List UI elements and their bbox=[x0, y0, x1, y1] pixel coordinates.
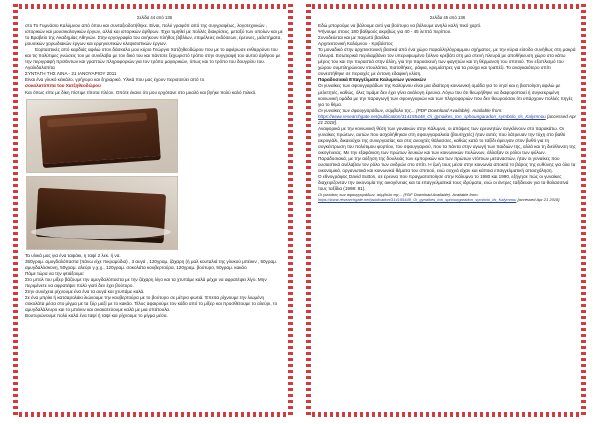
citation-1-accessed: [accessed Apr 21 2018]. bbox=[318, 113, 577, 125]
citation-2 bbox=[318, 192, 577, 202]
serving-note: Συνοδεύεται και με παγωτό βανίλια. bbox=[318, 35, 391, 41]
decorative-border-right bbox=[288, 4, 293, 417]
section-title: Παραδοσιακά Επαγγέλματα Καλυμνίων γυναικών bbox=[318, 77, 427, 83]
women-paragraph-3: Παραδοσιακά, με την αύξηση της δουλειάς των εμπορικών και των πρώτων ντόπιων μεταναστών, ήταν οι γυναίκες που ουσιαστικά ανέλαβαν τον ρόλο των ανδρών στο σπίτι. Η ζωή τους μέσα στην κοινωνία αποκτά το βάρος της ευθύνης για όλα τα οικονομικά, οργανωτικά και κοινωνικά θέματα του σπιτιού, ενώ συχνά είχαν και κάποια επαγγελματική απασχόληση. bbox=[318, 156, 576, 174]
citation-2-accessed: [accessed Apr 21 2018]. bbox=[517, 197, 561, 203]
citation-2-text: Οι γυναίκες των σφουγγαράδων, σύμβολο της... (PDF Download Available). Available from: bbox=[318, 192, 479, 198]
citation-2-link[interactable]: https://www.researchgate.net/publication/314155448_Oi_gynaikes_ton_sphoungaradon_symbolo_tis_Kalymnou bbox=[318, 197, 517, 203]
left-page bbox=[13, 4, 293, 417]
left-page-content bbox=[25, 15, 284, 408]
method-step-1: Στο μπολ του μίξερ βάζουμε την αμυγδαλόπαστα με την ζάχαρη λίγο και τα χτυπάμε καλά μέχρι να αφρατέψει λίγο. Μην περιμένετε να αφρατέψει πολύ γιατί δεν έχει βούτυρο. bbox=[25, 276, 267, 288]
decorative-border-bottom bbox=[306, 412, 586, 417]
decorative-border-bottom bbox=[13, 412, 293, 417]
plate bbox=[31, 225, 171, 239]
ingredients-heading: Τα υλικά μας για ένα ταψάκι, η ταψί 2 λεκ. ή να. bbox=[25, 252, 121, 258]
citation-1-link[interactable]: https://www.researchgate.net/publication/314155448_Oi_gynaikes_ton_sphoungaradon_symbolo_tis_Kalymnou bbox=[318, 113, 546, 119]
cake-photo-bottom bbox=[26, 176, 178, 250]
cake-photo-top bbox=[26, 99, 178, 173]
baking-note: Εδώ μπορούμε να βάλουμε αντί για βούτυρο να βάλουμε ανηλύ καλή πικό χαρτί. bbox=[318, 23, 482, 28]
recipe-title-text: σοκολατόπιτα του Χατζηθεοδώρου bbox=[25, 83, 101, 89]
method-step-3: Σε ένα μπρίκι ή κατσαρολάκι λιώνουμε την κουβερτούρα με το βούτυρο σε μέτριο φωτιά. Έπειτα ρίχνουμε την λιωμένη σοκολάτα μέσα στο μίγμα με τα ξύρ μαζί με το κακάο. Τέλος αφαιρούμε τον κάδο από το μίξερ και προσθέτουμε το αλεύρι, το αμυγδαλάλευρο και το μπέικιν και ανακατεύουμε καλά με μια σπάτουλα. bbox=[25, 294, 278, 312]
women-paragraph-4: Ο εθνογράφος David Sutton, σε έρευνα που πραγματοποίησε στην Κάλυμνο το 1980 και 1990, εξήγησε πώς οι γυναίκες διαχειρίζονταν την οικονομία της οικογένειας και τα επαγγελματικά τους ιδρύματα, ενώ οι άντρες ταξίδευαν για τα θαλασσινά τους ταξίδια (1998: 81). bbox=[318, 174, 569, 192]
intro-paragraph: στο Το Γυμνάσιο Καλύμνου από όπου και συνταξιοδοτήθηκε. Είναι, πολύ γραφόπ από της συγγραφέως, λογοτεχνικών , ιστορικών και μουσικολογικών έργων, αλλά και ιστορικών άρθρων. Έχει τιμηθεί με πολλές διακρίσεις, μεταξύ των οποίων και με το Βραβείο της Ακαδημίας Αθηνών. Στην εργογραφία του ανήκουν πλήθος βιβλίων, επιμέλειες εκδόσεων, έρευνες, μελετήματα, μουσικών χορωδιακών έργων και ερμηνευτικών κλεψισιστικών έργων. bbox=[25, 23, 283, 47]
ingredients-list: 350γραμ. αμυγδαλόπαστα (πάνω είχε πικραμύδια) , 3 αυγά , 120γραμ. ζάχαρη (ή μαλ κουταλιά της γλυκού μπέικιν , 50γραμ. αμυγδαλόσκονη, 50γραμ. αλεύρι γ.χ.χ., 120γραμ. σοκολάτα κουβερτούρα, 120γραμ. βούτυρο, 50γραμ. κακάο bbox=[25, 258, 278, 270]
architecture-paragraph: Το μοναδικό στην αρχιτεκτονική βασικά από ένα χώρο παραλληλόγραμμου σχήματος, με την κύρια είσοδο συνήθως στη μακρά πλευρά. Εσωτερικά περιλαμβάνει τον υπερυψωμένο ξύλινο κρεβάτι στη μια στενή πλευρά με αποθήκευση χώρο στο κάτω μέρος του και την πυραστιά στην άλλη, για την παρασκευή των φαγητών και τη θέρμανση του σπιτιού. Τον εξοπλισμό του χώρου συμπληρώνουν ντουλάπια, πιατοθήκες, ράφια, κρεμάστρες για τα ρούχα και τραπέζι. Το αναγκαιότερο σπίτι συνεστήθηκε σε περιοχές με έντονη εδαφική κλίση. bbox=[318, 47, 576, 77]
decorative-border-left bbox=[306, 4, 311, 417]
page-number: Σελίδα 45 από 138 bbox=[429, 15, 465, 20]
decorative-border-top bbox=[13, 4, 293, 9]
method-step-2: Στην συνέχεια ρίχνουμε ένα ένα τα αυγά και χτυπάμε καλά. bbox=[25, 288, 145, 294]
women-paragraph-1: Οι γυναίκες των σφουγγαράδων της Καλύμνου είναι μια ιδιαίτερη κοινωνική ομάδα για το νησί και η βιοποίηση αφιλώ με μελετητές, καθώς, όλες τιμάμε δεν έχει γίνει ανάλογη έρευνα. Λόγω του ότι θεωρήθηκε να διαφοροποιεί ή συγκεκριμένη κοινωνική ομάδα με την παραγωγή των σφουγγαριών και των πληροφοριών που δεν θεωρούσαν ότι υπάρχουν πολλές πηγές για το θέμα. bbox=[318, 83, 573, 107]
decorative-border-top bbox=[306, 4, 586, 9]
dedication-paragraph: Εορταστικές από καρδιάς αφιλώ στον δάσκαλο μου κύριο Γεώργιο Χατζηθεοδώρου που με το αφιέρωσε ενθαρρύνει του και τις πολύτιμες γνώσεις του με συνέλαβα με τον δικό του και πάντοτε ξεχωριστό τρόπο στην συγγραφή του αυτού άρθρου με την περιγραφή προϊόντων και γραπτών πληροφοριών για τον τρόπο μαγειρικών, όπως και το τρόπο του δουγρίου του. bbox=[25, 47, 281, 65]
recipe-name: Αγαλιδαλοπίτα bbox=[25, 65, 55, 71]
architecture-heading: Αρχιτεκτονική Καλύμνου - Κριβάστος bbox=[318, 41, 393, 47]
decorative-border-left bbox=[13, 4, 18, 417]
baking-time: Ψήνουμε στους 180 βαθμούς ακριβώς για 40 - 45 λεπτά περίπου. bbox=[318, 29, 452, 35]
method-heading: Πάμε τώρα να την φτιάξουμε: bbox=[25, 270, 85, 276]
page-number: Σελίδα 44 από 138 bbox=[136, 15, 172, 20]
women-paragraph-2: Αναφορικά με την κοινωνική θέση των γυναικών στην Κάλυμνο, οι απόψεις των ερευνητών συγκλίνουν στο παρακάτω. Οι γυναίκες πρώτων, αυτών που ασχολήθηκαν στη σφουγγαραλιεία (βουτηχτές) ήταν αυτές που λάτρευαν την τύχη στο βαθύ ακρογιάλι, δικαιούχοι της συνεργασίας και στις ανοιχτές θάλασσες, καθώς κατά το ταξίδι έφευγαν στον βυθό για τη συγκέντρωση του πολύτιμου φορτίου, του σφουγγαριού, που τα πάντα στην αγωγή των παιδιών της, αλλά και τη διεύθυνση της οικογένειας. Με την εξαφάνιση των πρώτων λευκών και των κοινωνικών πυλώνων, άλλαξαν οι ρόλοι των φύλων. bbox=[318, 125, 576, 155]
right-page bbox=[306, 4, 586, 417]
recipe-intro-text: Είναι ένα γλυκό κέικάλο, γρήγορο και ξηριαρικό. Υλικά που μας έχουν περισσεύει από το bbox=[25, 77, 205, 83]
recipe-source: ΣΥΝΤΑΓΗ ΤΗΣ ΛΙΝΑ - 21 ΙΑΝΟΥΑΡΙΟΥ 2011 bbox=[25, 71, 117, 77]
decorative-border-right bbox=[581, 4, 586, 417]
citation-1-text: Οι γυναίκες των σφουγγαράδων, σύμβολο της... (PDF Download Available). Available from: bbox=[318, 107, 503, 113]
right-page-content bbox=[318, 15, 577, 408]
method-step-4: Βουτυρώνουμε πολύ καλά ένα ταψί ή ταψί και ρίχνουμε το μίγμα μέσα. bbox=[25, 313, 168, 319]
recipe-story: Και όπως είπε με δίκη πίστιμε τίποτα πλέον. Οπότε έκανε ότι μου ερχότανε στο μυαλό και βγήκε πολύ καλό πιλικό. bbox=[25, 89, 257, 95]
citation-1 bbox=[318, 108, 577, 126]
